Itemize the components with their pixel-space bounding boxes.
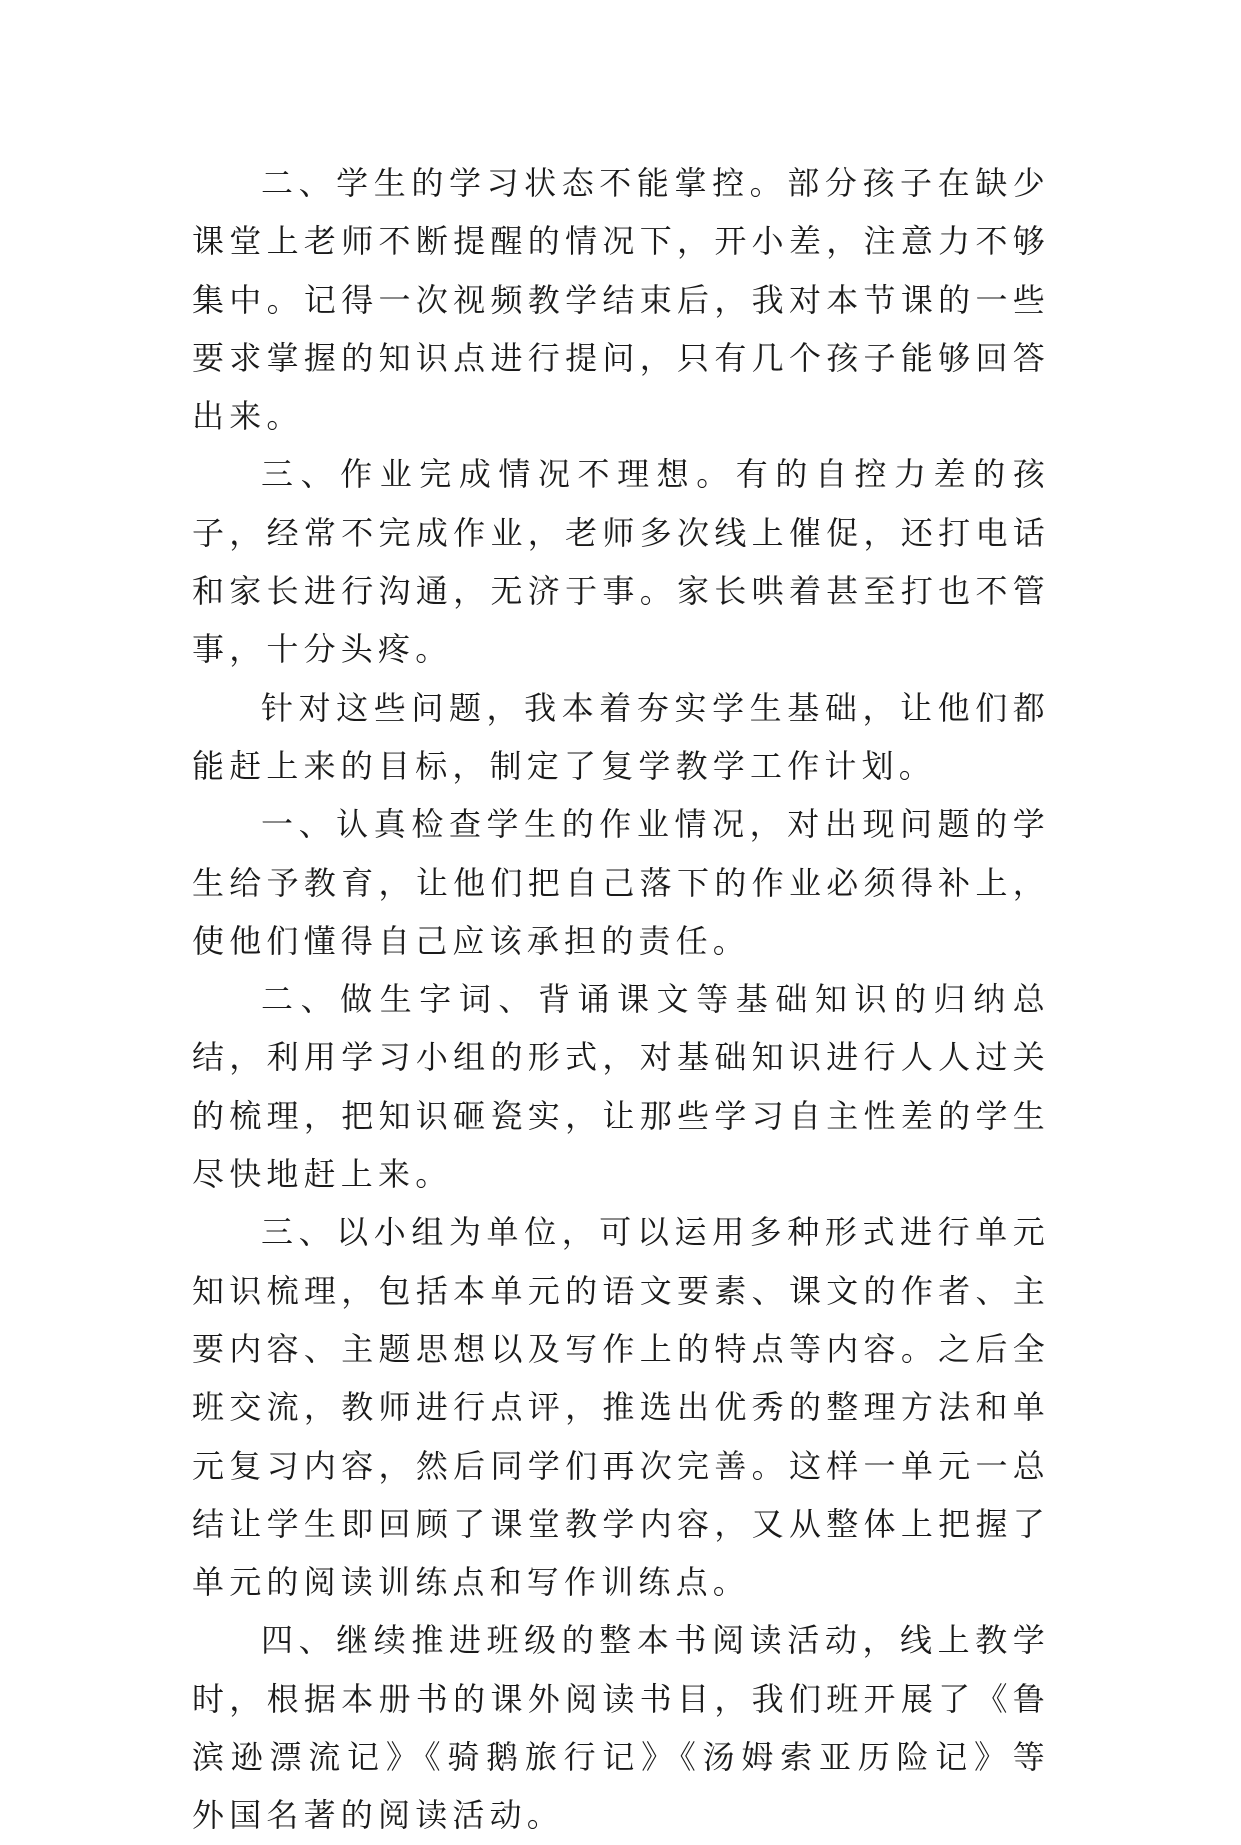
paragraph-problem-two: 二、学生的学习状态不能掌控。部分孩子在缺少课堂上老师不断提醒的情况下，开小差，注意力不够集中。记得一次视频教学结束后，我对本节课的一些要求掌握的知识点进行提问，只有几个孩子能够回答出来。 (192, 164, 1050, 436)
paragraph-plan-three: 三、以小组为单位，可以运用多种形式进行单元知识梳理，包括本单元的语文要素、课文的作者、主要内容、主题思想以及写作上的特点等内容。之后全班交流，教师进行点评，推选出优秀的整理方法和单元复习内容，然后同学们再次完善。这样一单元一总结让学生即回顾了课堂教学内容，又从整体上把握了单元的阅读训练点和写作训练点。 (192, 1213, 1050, 1602)
document-body (192, 154, 1050, 1845)
paragraph-plan-four: 四、继续推进班级的整本书阅读活动，线上教学时，根据本册书的课外阅读书目，我们班开展了《鲁滨逊漂流记》《骑鹅旅行记》《汤姆索亚历险记》等外国名著的阅读活动。 (192, 1621, 1050, 1835)
paragraph-plan-one: 一、认真检查学生的作业情况，对出现问题的学生给予教育，让他们把自己落下的作业必须得补上，使他们懂得自己应该承担的责任。 (192, 805, 1050, 960)
paragraph-plan-intro: 针对这些问题，我本着夯实学生基础，让他们都能赶上来的目标，制定了复学教学工作计划。 (192, 688, 1050, 785)
paragraph-plan-two: 二、做生字词、背诵课文等基础知识的归纳总结，利用学习小组的形式，对基础知识进行人人过关的梳理，把知识砸瓷实，让那些学习自主性差的学生尽快地赶上来。 (192, 980, 1050, 1194)
paragraph-problem-three: 三、作业完成情况不理想。有的自控力差的孩子，经常不完成作业，老师多次线上催促，还打电话和家长进行沟通，无济于事。家长哄着甚至打也不管事，十分头疼。 (192, 455, 1050, 669)
